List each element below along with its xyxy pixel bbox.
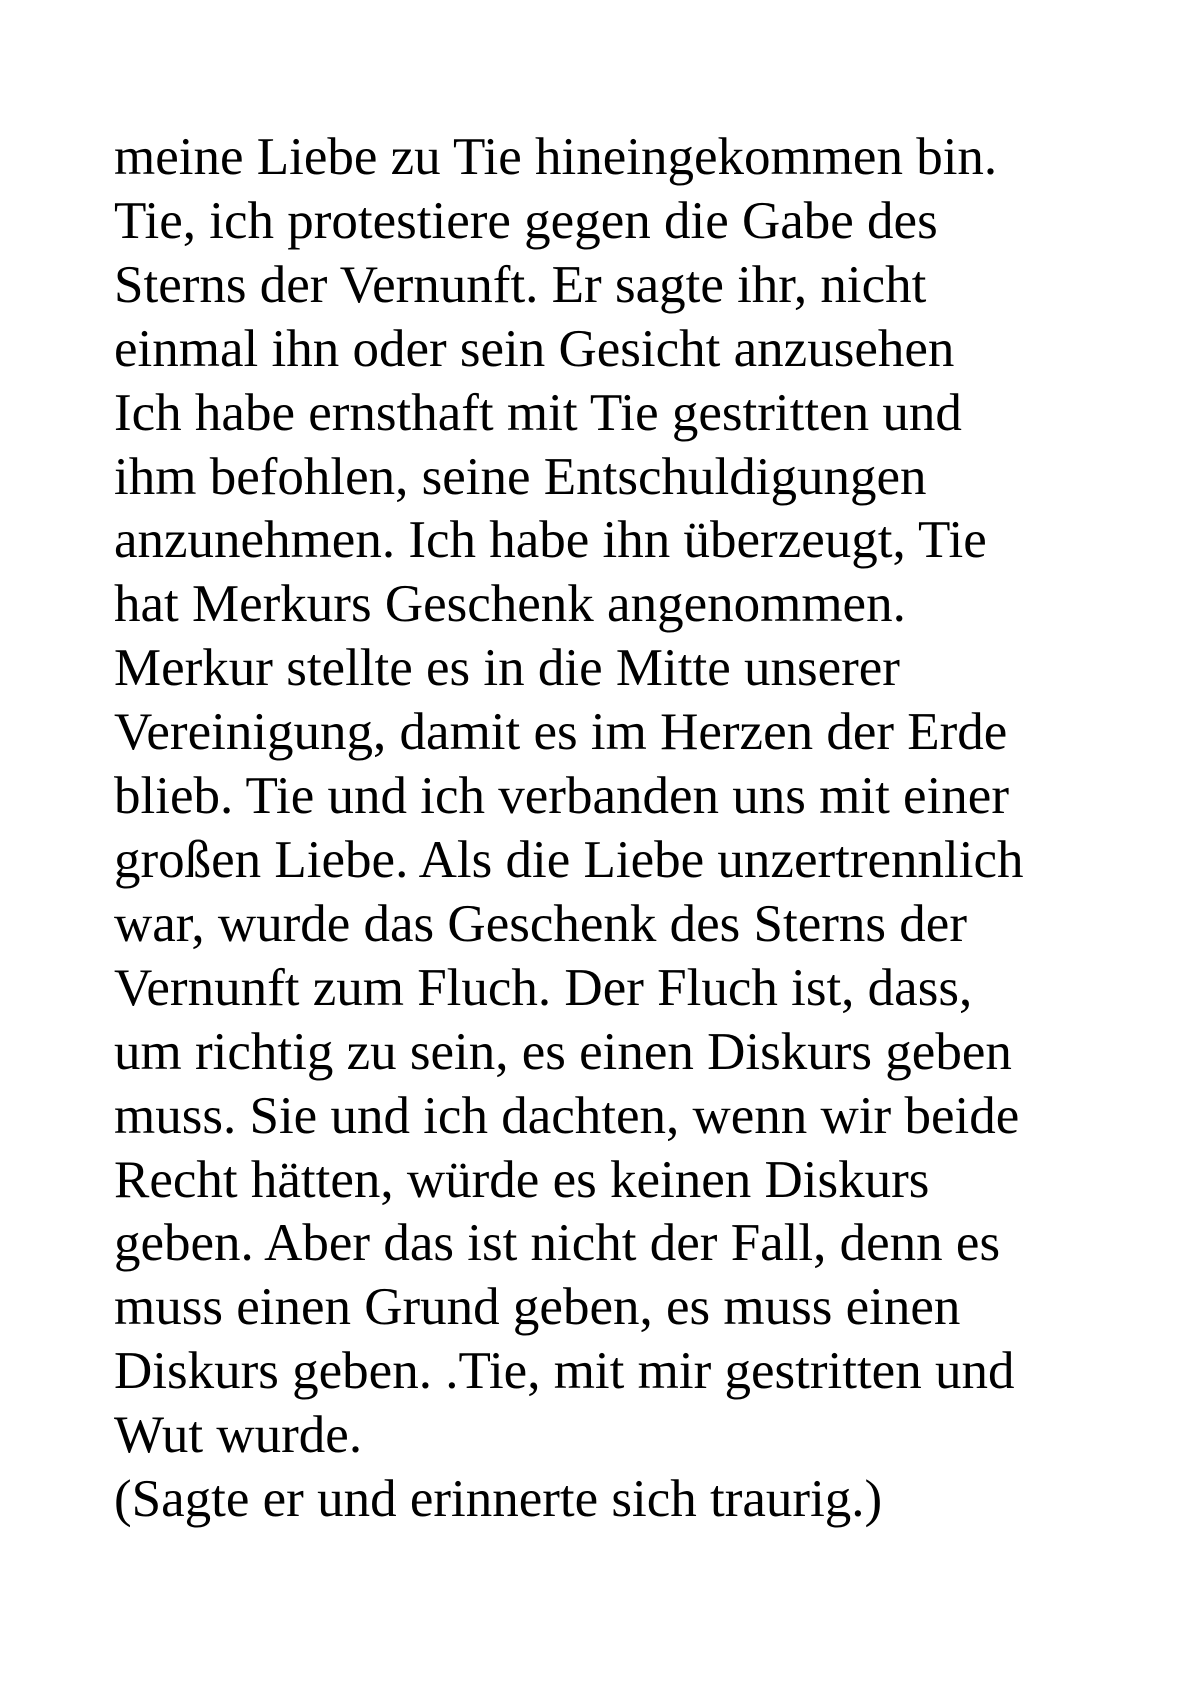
- text-line: Recht hätten, würde es keinen Diskurs: [114, 1150, 930, 1209]
- text-line: meine Liebe zu Tie hineingekommen bin.: [114, 128, 998, 186]
- text-line: um richtig zu sein, es einen Diskurs geben: [114, 1022, 1012, 1081]
- text-line: Tie, ich protestiere gegen die Gabe des: [114, 191, 938, 250]
- text-line: war, wurde das Geschenk des Sterns der: [114, 894, 967, 953]
- text-line: hat Merkurs Geschenk angenommen.: [114, 575, 906, 634]
- body-text: [114, 126, 1154, 1532]
- text-line: muss einen Grund geben, es muss einen: [114, 1278, 961, 1337]
- text-line: ihm befohlen, seine Entschuldigungen: [114, 447, 927, 506]
- text-line: großen Liebe. Als die Liebe unzertrennlich: [114, 830, 1024, 889]
- text-line: blieb. Tie und ich verbanden uns mit einer: [114, 767, 1009, 826]
- text-line: Sterns der Vernunft. Er sagte ihr, nicht: [114, 255, 927, 314]
- text-line: anzunehmen. Ich habe ihn überzeugt, Tie: [114, 511, 987, 570]
- text-line: muss. Sie und ich dachten, wenn wir beide: [114, 1086, 1020, 1145]
- text-line: einmal ihn oder sein Gesicht anzusehen: [114, 319, 955, 378]
- text-line: Ich habe ernsthaft mit Tie gestritten und: [114, 383, 962, 442]
- text-line: Vereinigung, damit es im Herzen der Erde: [114, 703, 1008, 762]
- text-line: Wut wurde.: [114, 1406, 363, 1465]
- text-line: Merkur stellte es in die Mitte unserer: [114, 639, 900, 698]
- text-line: Vernunft zum Fluch. Der Fluch ist, dass,: [114, 958, 973, 1017]
- text-line: Diskurs geben. .Tie, mit mir gestritten und: [114, 1342, 1015, 1401]
- text-line: (Sagte er und erinnerte sich traurig.): [114, 1470, 883, 1529]
- text-line: geben. Aber das ist nicht der Fall, denn es: [114, 1214, 1001, 1273]
